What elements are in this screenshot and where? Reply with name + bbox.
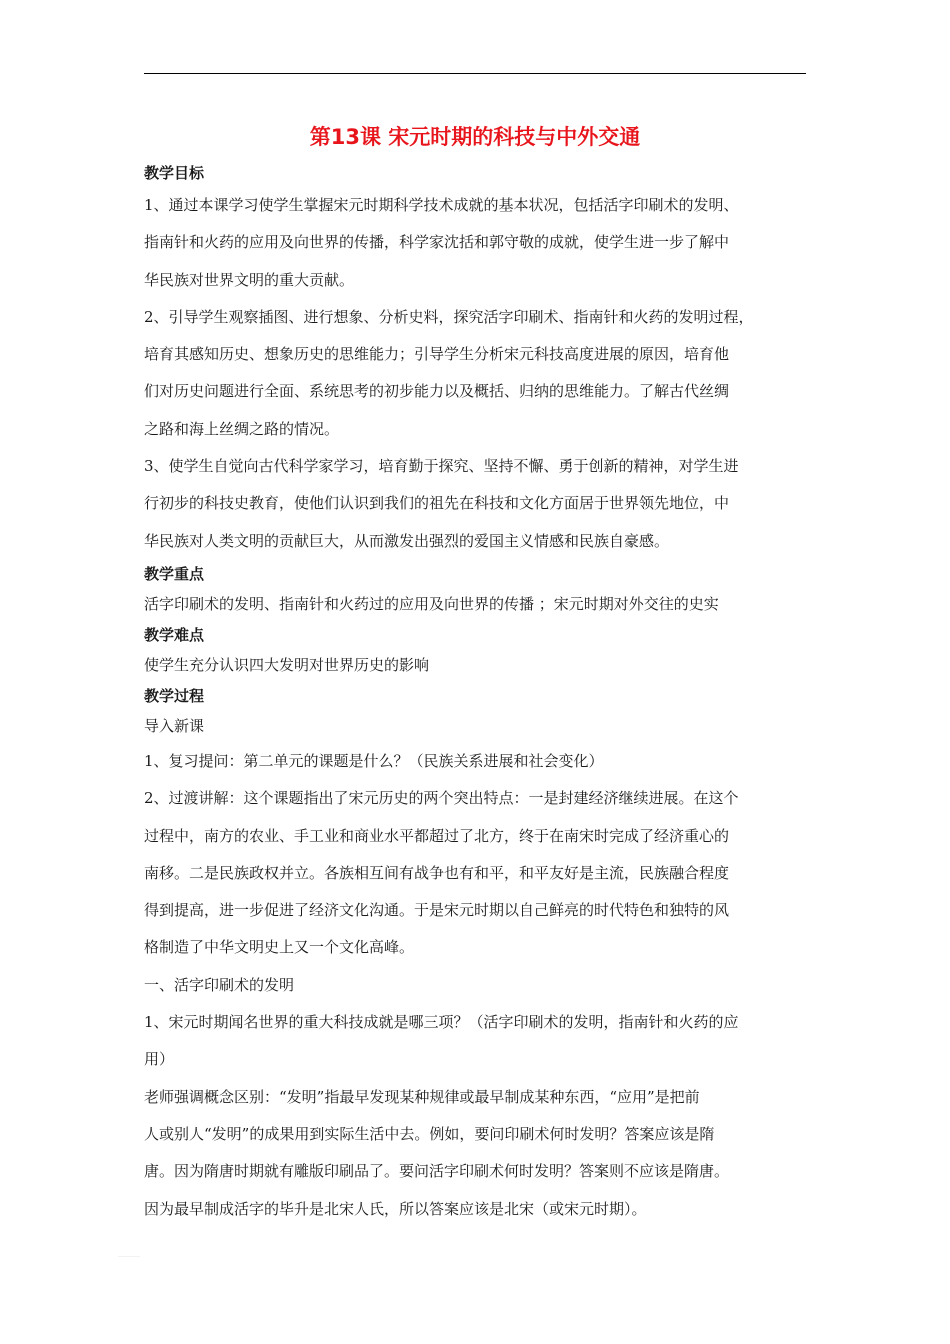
part1-heading: 一、活字印刷术的发明: [144, 975, 295, 994]
text-line: 指南针和火药的应用及向世界的传播，科学家沈括和郭守敬的成就，使学生进一步了解中: [144, 233, 730, 252]
process-heading: 教学过程: [144, 686, 205, 705]
intro-label: 导入新课: [144, 716, 205, 735]
text-line: 因为最早制成活字的毕升是北宋人氏，所以答案应该是北宋（或宋元时期）。: [144, 1199, 647, 1218]
text-line: 南移。二是民族政权并立。各族相互间有战争也有和平，和平友好是主流，民族融合程度: [144, 863, 730, 882]
text-line: 1、通过本课学习使学生掌握宋元时期科学技术成就的基本状况，包括活字印刷术的发明、: [144, 196, 739, 214]
text-line: 得到提高，进一步促进了经济文化沟通。于是宋元时期以自己鲜亮的时代特色和独特的风: [144, 901, 730, 920]
lesson-title: 第13课 宋元时期的科技与中外交通: [309, 125, 641, 149]
goal-paragraph-1: [144, 187, 814, 299]
text-line: 老师强调概念区别：“发明”指最早发现某种规律或最早制成某种东西，“应用”是把前: [144, 1087, 700, 1106]
goal-paragraph-2: [144, 299, 814, 448]
text-line: 华民族对世界文明的重大贡献。: [144, 270, 355, 289]
text-line: 2、过渡讲解：这个课题指出了宋元历史的两个突出特点：一是封建经济继续进展。在这个: [144, 789, 739, 808]
text-line: 过程中，南方的农业、手工业和商业水平都超过了北方，终于在南宋时完成了经济重心的: [144, 826, 730, 845]
text-line: 2、引导学生观察插图、进行想象、分析史料，探究活字印刷术、指南针和火药的发明过程，: [144, 307, 754, 326]
text-line: 3、使学生自觉向古代科学家学习，培育勤于探究、坚持不懈、勇于创新的精神，对学生进: [144, 457, 739, 476]
corner-mark: [118, 1256, 140, 1257]
transition-paragraph: [144, 780, 814, 966]
goals-heading: 教学目标: [144, 164, 205, 182]
difficulty-heading: 教学难点: [144, 625, 205, 644]
text-line: 格制造了中华文明史上又一个文化高峰。: [144, 938, 415, 957]
text-line: 用）: [144, 1050, 175, 1069]
text-line: 之路和海上丝绸之路的情况。: [144, 419, 340, 438]
text-line: 人或别人“发明”的成果用到实际生活中去。例如，要问印刷术何时发明？答案应该是隋: [144, 1124, 715, 1143]
header-rule: [144, 73, 806, 74]
document-body: [144, 159, 814, 1228]
text-line: 们对历史问题进行全面、系统思考的初步能力以及概括、归纳的思维能力。了解古代丝绸: [144, 382, 730, 401]
question-1-paragraph: [144, 1004, 814, 1079]
text-line: 华民族对人类文明的贡献巨大，从而激发出强烈的爱国主义情感和民族自豪感。: [144, 531, 670, 550]
text-line: 1、宋元时期闻名世界的重大科技成就是哪三项？（活字印刷术的发明，指南针和火药的应: [144, 1013, 739, 1032]
key-points-heading: 教学重点: [144, 564, 205, 583]
text-line: 行初步的科技史教育，使他们认识到我们的祖先在科技和文化方面居于世界领先地位，中: [144, 494, 730, 513]
review-question: 1、复习提问：第二单元的课题是什么？（民族关系进展和社会变化）: [144, 751, 604, 770]
goal-paragraph-3: [144, 448, 814, 560]
text-line: 唐。因为隋唐时期就有雕版印刷品了。要问活字印刷术何时发明？答案则不应该是隋唐。: [144, 1162, 730, 1181]
difficulty-text: 使学生充分认识四大发明对世界历史的影响: [144, 655, 430, 674]
teacher-note-paragraph: [144, 1079, 814, 1228]
key-points-text: 活字印刷术的发明、指南针和火药过的应用及向世界的传播 ；宋元时期对外交往的史实: [144, 594, 719, 613]
text-line: 培育其感知历史、想象历史的思维能力；引导学生分析宋元科技高度进展的原因，培育他: [144, 345, 730, 364]
